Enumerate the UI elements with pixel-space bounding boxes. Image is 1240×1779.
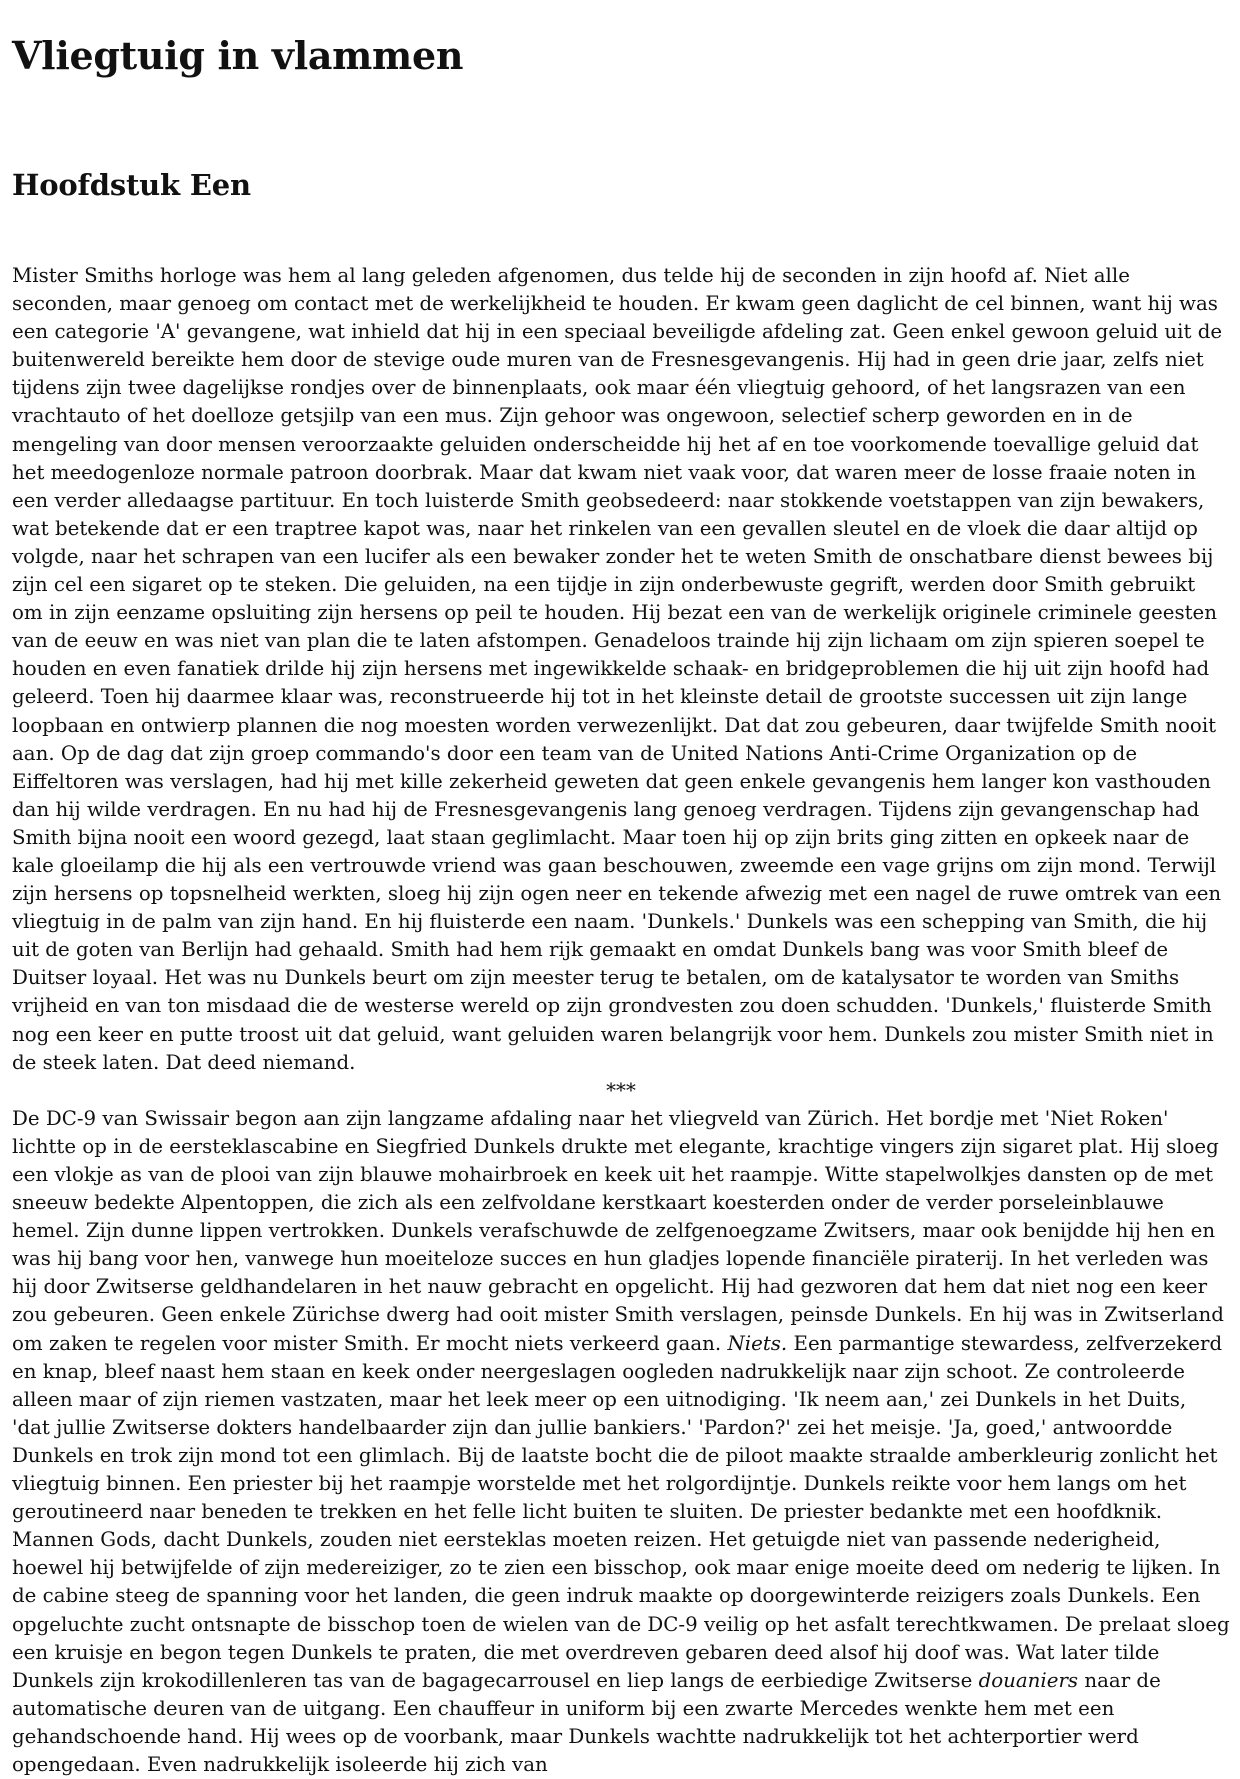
paragraph-prison: Mister Smiths horloge was hem al lang geleden afgenomen, dus telde hij de seconden in zijn hoofd af. Niet alle seconden, maar genoeg om contact met de werkelijkheid te houden. Er kwam geen daglicht de cel binnen, want hij was een categorie 'A' gevangene, wat inhield dat hij in een speciaal beveiligde afdeling zat. Geen enkel gewoon geluid uit de buitenwereld bereikte hem door de stevige oude muren van de Fresnesgevangenis. Hij had in geen drie jaar, zelfs niet tijdens zijn twee dagelijkse rondjes over de binnenplaats, ook maar één vliegtuig gehoord, of het langsrazen van een vrachtauto of het doelloze getsjilp van een mus. Zijn gehoor was ongewoon, selectief scherp geworden en in de mengeling van door mensen veroorzaakte geluiden onderscheidde hij het af en toe voorkomende toevallige geluid dat het meedogenloze normale patroon doorbrak. Maar dat kwam niet vaak voor, dat waren meer de losse fraaie noten in een verder alledaagse partituur. En toch luisterde Smith geobsedeerd: naar stokkende voetstappen van zijn bewakers, wat betekende dat er een traptree kapot was, naar het rinkelen van een gevallen sleutel en de vloek die daar altijd op volgde, naar het schrapen van een lucifer als een bewaker zonder het te weten Smith de onschatbare dienst bewees bij zijn cel een sigaret op te steken. Die geluiden, na een tijdje in zijn onderbewuste gegrift, werden door Smith gebruikt om in zijn eenzame opsluiting zijn hersens op peil te houden. Hij bezat een van de werkelijk originele criminele geesten van de eeuw en was niet van plan die te laten afstompen. Genadeloos trainde hij zijn lichaam om zijn spieren soepel te houden en even fanatiek drilde hij zijn hersens met ingewikkelde schaak- en bridgeproblemen die hij uit zijn hoofd had geleerd. Toen hij daarmee klaar was, reconstrueerde hij tot in het kleinste detail de grootste successen uit zijn lange loopbaan en ontwierp plannen die nog moesten worden verwezenlijkt. Dat dat zou gebeuren, daar twijfelde Smith nooit aan. Op de dag dat zijn groep commando's door een team van de United Nations Anti-Crime Organization op de Eiffeltoren was verslagen, had hij met kille zekerheid geweten dat geen enkele gevangenis hem langer kon vasthouden dan hij wilde verdragen. En nu had hij de Fresnesgevangenis lang genoeg verdragen. Tijdens zijn gevangenschap had Smith bijna nooit een woord gezegd, laat staan geglimlacht. Maar toen hij op zijn brits ging zitten en opkeek naar de kale gloeilamp die hij als een vertrouwde vriend was gaan beschouwen, zweemde een vage grijns om zijn mond. Terwijl zijn hersens op topsnelheid werkten, sloeg hij zijn ogen neer en tekende afwezig met een nagel de ruwe omtrek van een vliegtuig in de palm van zijn hand. En hij fluisterde een naam. 'Dunkels.' Dunkels was een schepping van Smith, die hij uit de goten van Berlijn had gehaald. Smith had hem rijk gemaakt en omdat Dunkels bang was voor Smith bleef de Duitser loyaal. Het was nu Dunkels beurt om zijn meester terug te betalen, om de katalysator te worden van Smiths vrijheid en van ton misdaad die de westerse wereld op zijn grondvesten zou doen schudden. 'Dunkels,' fluisterde Smith nog een keer en putte troost uit dat geluid, want geluiden waren belangrijk voor hem. Dunkels zou mister Smith niet in de steek laten. Dat deed niemand. (12, 264, 1223, 1074)
emphasis-douaniers: douaniers (978, 1668, 1079, 1692)
paragraph-flight-part-3: naar de automatische deuren van de uitgang. Een chauffeur in uniform bij een zwarte Mercedes wenkte hem met een gehandschoende hand. Hij wees op de voorbank, maar Dunkels wachtte nadrukkelijk tot het achterportier werd opengedaan. Even nadrukkelijk isoleerde hij zich van (12, 1668, 1161, 1776)
section-separator: *** (606, 1078, 636, 1102)
document-page (12, 0, 1230, 1779)
paragraph-flight-part-1: De DC-9 van Swissair begon aan zijn langzame afdaling naar het vliegveld van Zürich. Het bordje met 'Niet Roken' lichtte op in de eersteklascabine en Siegfried Dunkels drukte met elegante, krachtige vingers zijn sigaret plat. Hij sloeg een vlokje as van de plooi van zijn blauwe mohairbroek en keek uit het raampje. Witte stapelwolkjes dansten op de met sneeuw bedekte Alpentoppen, die zich als een zelfvoldane kerstkaart koesterden onder de verder porseleinblauwe hemel. Zijn dunne lippen vertrokken. Dunkels verafschuwde de zelfgenoegzame Zwitsers, maar ook benijdde hij hen en was hij bang voor hen, vanwege hun moeiteloze succes en hun gladjes lopende financiële piraterij. In het verleden was hij door Zwitserse geldhandelaren in het nauw gebracht en opgelicht. Hij had gezworen dat hem dat niet nog een keer zou gebeuren. Geen enkele Zürichse dwerg had ooit mister Smith verslagen, peinsde Dunkels. En hij was in Zwitserland om zaken te regelen voor mister Smith. Er mocht niets verkeerd gaan. (12, 1106, 1224, 1355)
chapter-body (12, 262, 1230, 1779)
book-title: Vliegtuig in vlammen (12, 33, 464, 78)
paragraph-flight-part-2: Een parmantige stewardess, zelfverzekerd en knap, bleef naast hem staan en keek onder neergeslagen oogleden nadrukkelijk naar zijn schoot. Ze controleerde alleen maar of zijn riemen vastzaten, maar het leek meer op een uitnodiging. 'Ik neem aan,' zei Dunkels in het Duits, 'dat jullie Zwitserse dokters handelbaarder zijn dan jullie bankiers.' 'Pardon?' zei het meisje. 'Ja, goed,' antwoordde Dunkels en trok zijn mond tot een glimlach. Bij de laatste bocht die de piloot maakte straalde amberkleurig zonlicht het vliegtuig binnen. Een priester bij het raampje worstelde met het rolgordijntje. Dunkels reikte voor hem langs om het geroutineerd naar beneden te trekken en het felle licht buiten te sluiten. De priester bedankte met een hoofdknik. Mannen Gods, dacht Dunkels, zouden niet eersteklas moeten reizen. Het getuigde niet van passende nederigheid, hoewel hij betwijfelde of zijn medereiziger, zo te zien een bisschop, ook maar enige moeite deed om nederig te lijken. In de cabine steeg de spanning voor het landen, die geen indruk maakte op doorgewinterde reizigers zoals Dunkels. Een opgeluchte zucht ontsnapte de bisschop toen de wielen van de DC-9 veilig op het asfalt terechtkwamen. De prelaat sloeg een kruisje en begon tegen Dunkels te praten, die met overdreven gebaren deed alsof hij doof was. Wat later tilde Dunkels zijn krokodillenleren tas van de bagagecarrousel en liep langs de eerbiedige Zwitserse (12, 1331, 1230, 1692)
chapter-heading: Hoofdstuk Een (12, 168, 251, 202)
emphasis-niets: Niets. (727, 1331, 788, 1355)
paragraph-flight (12, 1105, 1230, 1779)
